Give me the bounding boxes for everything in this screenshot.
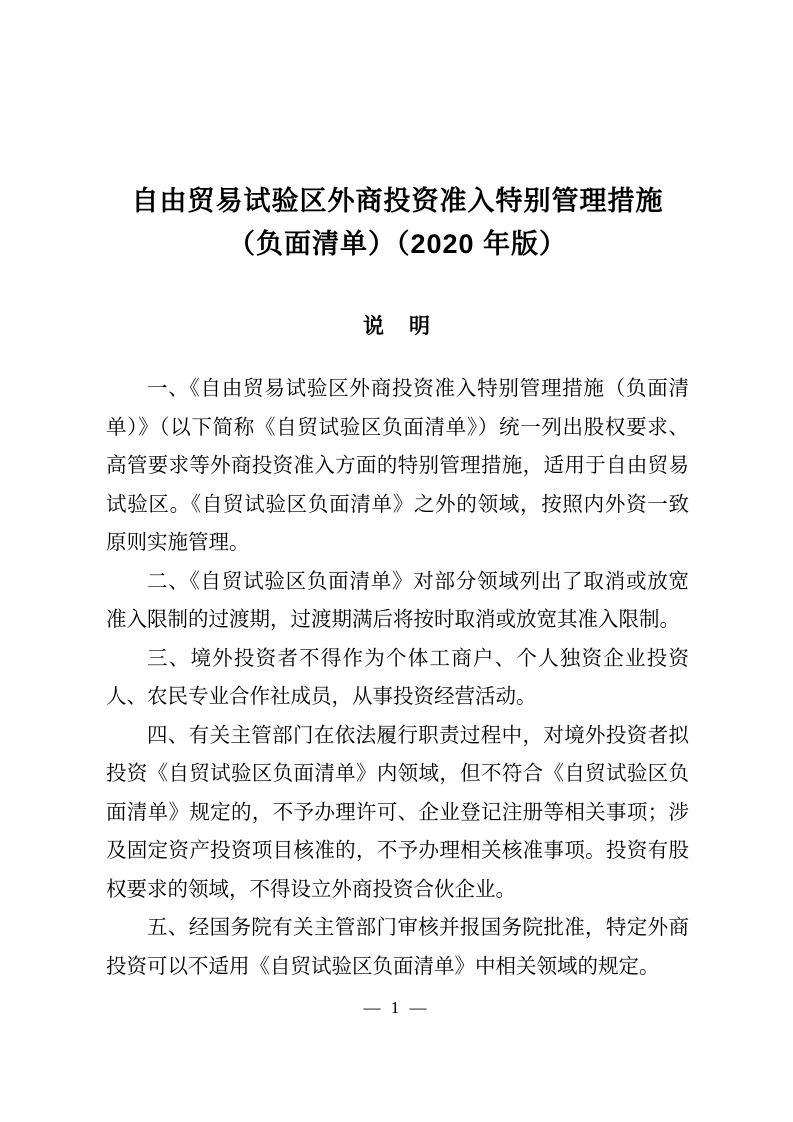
paragraph-3: 三、境外投资者不得作为个体工商户、个人独资企业投资人、农民专业合作社成员，从事投资经营活动。 xyxy=(106,647,689,708)
paragraph-2: 二、《自贸试验区负面清单》对部分领域列出了取消或放宽准入限制的过渡期，过渡期满后将按时取消或放宽其准入限制。 xyxy=(106,570,689,631)
paragraph-5: 五、经国务院有关主管部门审核并报国务院批准，特定外商投资可以不适用《自贸试验区负面清单》中相关领域的规定。 xyxy=(106,917,689,978)
title-line-2: （负面清单）（2020 年版） xyxy=(227,229,568,259)
paragraph-1: 一、《自由贸易试验区外商投资准入特别管理措施（负面清单）》（以下简称《自贸试验区负面清单》）统一列出股权要求、高管要求等外商投资准入方面的特别管理措施，适用于自由贸易试验区。《自贸试验区负面清单》之外的领域，按照内外资一致原则实施管理。 xyxy=(106,378,689,554)
page-number: — 1 — xyxy=(363,998,430,1017)
document-title xyxy=(106,180,689,266)
paragraph-4: 四、有关主管部门在依法履行职责过程中，对境外投资者拟投资《自贸试验区负面清单》内领域，但不符合《自贸试验区负面清单》规定的，不予办理许可、企业登记注册等相关事项；涉及固定资产投资项目核准的，不予办理相关核准事项。投资有股权要求的领域，不得设立外商投资合伙企业。 xyxy=(106,724,689,901)
title-line-1: 自由贸易试验区外商投资准入特别管理措施 xyxy=(131,186,664,216)
section-heading: 说 明 xyxy=(363,315,432,338)
document-body xyxy=(106,370,689,986)
